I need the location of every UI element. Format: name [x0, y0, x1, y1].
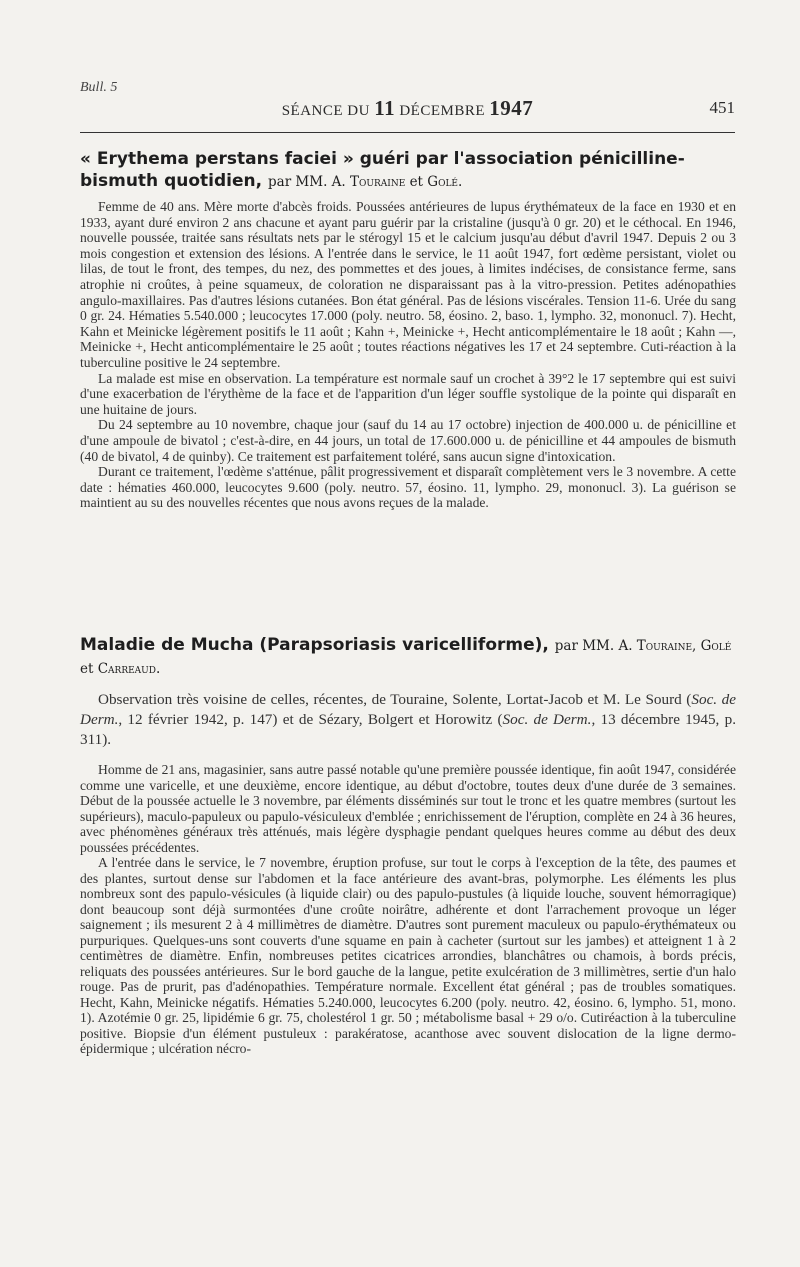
header-rule: [80, 132, 735, 133]
page-number: 451: [709, 98, 735, 117]
article1-paragraph-4: Durant ce traitement, l'œdème s'atténue, pâlit progressivement et disparaît complètement vers le 3 novembre. A cette date : hématies 460.000, leucocytes 9.600 (poly. neutro. 57, éosino. 11, lympho. 29, mononucl. 3). La guérison se maintient au su des nouvelles récentes que nous avons reçues de la malade.: [80, 464, 736, 511]
article2-title: Maladie de Mucha (Parapsoriasis varicelliforme),: [80, 635, 549, 655]
article2-title-block: [80, 634, 740, 680]
article1-paragraph-2: La malade est mise en observation. La température est normale sauf un crochet à 39°2 le 17 septembre qui est suivi d'une exacerbation de l'érythème de la face et de l'apparition d'un léger souffle systolique de la pointe qui disparaît en une huitaine de jours.: [80, 370, 736, 417]
article2-intro: [80, 690, 736, 751]
reference-journal: Soc. de Derm.: [502, 711, 592, 729]
article1-paragraph-3: Du 24 septembre au 10 novembre, chaque jour (sauf du 14 au 17 octobre) injection de 400.000 u. de pénicilline et d'une ampoule de bivatol ; c'est-à-dire, en 44 jours, un total de 17.600.000 u. de pénicilline et 44 ampoules de bismuth (40 de bivatol, 4 de quinby). Ce traitement est parfaitement toléré, sans aucun signe d'intoxication.: [80, 417, 736, 464]
author-gole: Golé: [700, 638, 732, 654]
session-day: 11: [374, 96, 396, 120]
session-year: 1947: [489, 96, 534, 120]
article2-paragraph-1: Homme de 21 ans, magasinier, sans autre passé notable qu'une première poussée identique, fin août 1947, considérée comme une varicelle, et une deuxième, encore identique, au début d'octobre, toutes deux d'une durée de 3 semaines. Début de la poussée actuelle le 3 novembre, par éléments disséminés sur tout le tronc et les quatre membres (surtout les supérieurs), maculo-papuleux ou papulo-vésiculeux d'emblée ; enrichissement de l'éruption, complète en 24 à 36 heures, avec phénomènes généraux très atténués, mais légère dysphagie pendant quelques heures comme au début des deux poussées précédentes.: [80, 762, 736, 855]
article2-intro-paragraph: Observation très voisine de celles, récentes, de Touraine, Solente, Lortat-Jacob et M. Le Sourd (Soc. de Derm., 12 février 1942, p. 147) et de Sézary, Bolgert et Horowitz (Soc. de Derm., 13 décembre 1945, p. 311).: [80, 691, 736, 749]
article2-paragraph-2: A l'entrée dans le service, le 7 novembre, éruption profuse, sur tout le corps à l'exception de la tête, des paumes et des plantes, surtout dense sur l'abdomen et la face antérieure des avant-bras, polymorphe. Les éléments les plus nombreux sont des papulo-vésicules (à liquide clair) ou des papulo-pustules (à liquide louche, souvent hémorragique) dont beaucoup sont déjà surmontées d'une croûte noirâtre, adhérente et dont l'arrachement provoque un léger saignement ; ils mesurent 2 à 4 millimètres de diamètre. D'autres sont purement maculeux ou papulo-érythémateux ou purpuriques. Quelques-uns sont couverts d'une squame en pain à cacheter (surtout sur les jambes) et atteignent 1 à 2 centimètres de diamètre. Enfin, nombreuses petites cicatrices arrondies, blanchâtres ou chamois, à bords précis, reliquats des poussées antérieures. Sur le bord gauche de la langue, petite exulcération de 3 millimètres, sertie d'un halo rouge. Pas de prurit, pas d'adénopathies. Température normale. Excellent état général ; pas de troubles somatiques. Hecht, Kahn, Meinicke négatifs. Hématies 5.240.000, leucocytes 6.200 (poly. neutro. 42, éosino. 6, lympho. 51, mono. 1). Azotémie 0 gr. 25, lipidémie 6 gr. 75, cholestérol 1 gr. 50 ; métabolisme basal + 29 o/o. Cutiréaction à la tuberculine positive. Biopsie d'un élément pustuleux : parakératose, acanthose avec souvent dislocation de la ligne dermo-épidermique ; ulcération nécro-: [80, 855, 736, 1056]
article1-title: « Erythema perstans faciei » guéri par l'association pénicilline-bismuth quotidien,: [80, 149, 685, 191]
author-carreaud: Carreaud: [97, 661, 156, 677]
running-title-pre: SÉANCE DU: [281, 103, 375, 119]
article1-paragraph-1: Femme de 40 ans. Mère morte d'abcès froids. Poussées antérieures de lupus érythémateux de la face en 1930 et en 1933, ayant duré environ 2 ans chacune et ayant paru guérir par la cristaline (jusqu'à 0 gr. 20) et le céthocal. En 1946, nouvelle poussée, traitée sans résultats nets par le stérogyl 15 et le calcium jusqu'au début d'avril 1947. Depuis 2 ou 3 mois congestion et extension des lésions. A l'entrée dans le service, le 11 août 1947, fort œdème persistant, violet ou lilas, de tout le front, des tempes, du nez, des pommettes et des joues, à limites indécises, de consistance ferme, sans atrophie ni croûtes, à peine squameux, de coloration ne disparaissant pas à la vitro-pression. Petites adénopathies angulo-maxillaires. Pas d'autres lésions cutanées. Bon état général. Pas de lésions viscérales. Tension 11-6. Urée du sang 0 gr. 24. Hématies 5.540.000 ; leucocytes 17.000 (poly. neutro. 58, éosino. 2, baso. 1, lympho. 32, mononucl. 7). Hecht, Kahn et Meinicke légèrement positifs le 11 août ; Kahn +, Meinicke +, Hecht anticomplémentaire le 18 août ; Kahn —, Meinicke +, Hecht anticomplémentaire le 25 août ; toutes réactions négatives les 17 et 24 septembre. Cuti-réaction à la tuberculine positive le 24 septembre.: [80, 199, 736, 370]
article2-body: [80, 762, 736, 1057]
article1-authors: par MM. A. Touraine et Golé.: [268, 174, 463, 190]
author-touraine: Touraine: [636, 638, 693, 654]
author-touraine: Touraine: [350, 174, 406, 190]
article1-title-block: [80, 148, 740, 193]
running-title: [80, 96, 735, 121]
article1-body: [80, 199, 736, 511]
series-mark: Bull. 5: [80, 80, 118, 95]
reference-journal: Soc. de Derm.: [80, 691, 736, 729]
running-header: [80, 96, 735, 122]
article2-authors: par MM. A. Touraine, Golé et Carreaud.: [80, 638, 732, 677]
author-gole: Golé: [427, 174, 458, 190]
session-month: DÉCEMBRE: [395, 103, 490, 119]
